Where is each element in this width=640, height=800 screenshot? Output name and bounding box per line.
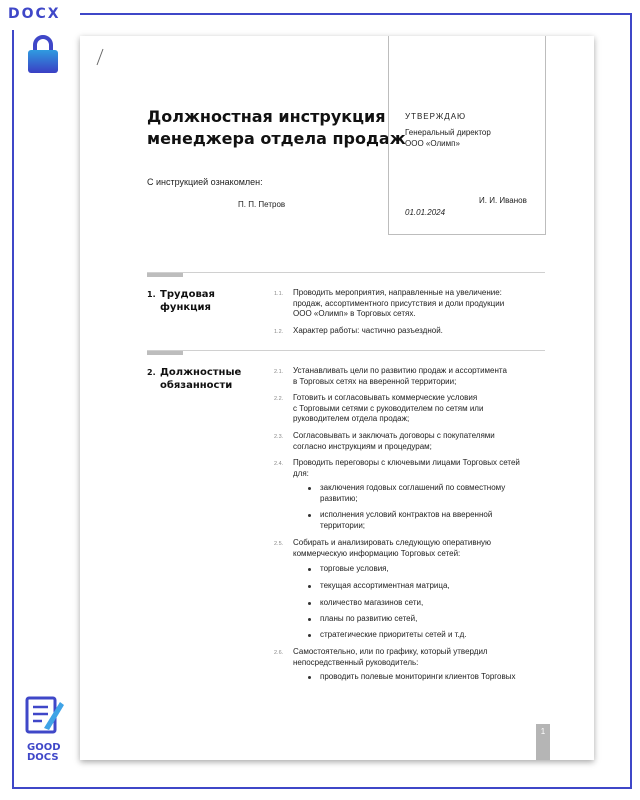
approval-role: [405, 127, 491, 149]
approval-date: 01.01.2024: [405, 208, 446, 217]
item-text: [293, 366, 543, 387]
director-name: И. И. Иванов: [479, 196, 527, 205]
section-number: 1.: [147, 290, 156, 299]
section-marker: [147, 273, 183, 277]
bullet-line: территории;: [320, 520, 366, 530]
bullet-dot: [308, 634, 311, 637]
bullet-line: планы по развитию сетей,: [320, 614, 418, 623]
bullet-line: заключения годовых соглашений по совместному: [320, 483, 506, 492]
item-text: [293, 538, 543, 559]
bullet-line: текущая ассортиментная матрица,: [320, 581, 450, 590]
item-line: продаж, ассортиментного присутствия и доли продукции: [293, 298, 505, 308]
item-line: согласно инструкциям и процедурам;: [293, 441, 432, 451]
approval-role-line: ООО «Олимп»: [405, 139, 460, 148]
bullet-dot: [308, 585, 311, 588]
item-text: [293, 431, 543, 452]
bullet-line: исполнения условий контрактов на вверенной: [320, 510, 493, 519]
section-title-line: Должностные: [160, 367, 242, 378]
item-line: с Торговыми сетями с руководителем по сетям или: [293, 403, 484, 413]
section-title: [160, 366, 260, 392]
bullet-line: развитию;: [320, 493, 358, 503]
bullet-text: [320, 614, 545, 625]
item-line: в Торговых сетях на вверенной территории;: [293, 376, 457, 386]
bullet-line: торговые условия,: [320, 564, 389, 573]
bullet-line: стратегические приоритеты сетей и т.д.: [320, 630, 467, 639]
item-number: 2.4.: [274, 461, 284, 467]
section-title-line: функция: [160, 302, 211, 313]
item-text: [293, 326, 543, 337]
frame-right: [630, 13, 632, 789]
frame-top: [80, 13, 632, 15]
approval-box: [388, 36, 546, 235]
bullet-text: [320, 510, 545, 531]
approval-heading: УТВЕРЖДАЮ: [405, 112, 467, 121]
item-line: ООО «Олимп» в Торговых сетях.: [293, 309, 416, 318]
item-number: 1.1.: [274, 291, 284, 297]
bullet-dot: [308, 618, 311, 621]
section-title: [160, 288, 260, 314]
bullet-dot: [308, 487, 311, 490]
bullet-dot: [308, 602, 311, 605]
item-number: 2.5.: [274, 541, 284, 547]
item-line: Устанавливать цели по развитию продаж и ассортимента: [293, 366, 507, 375]
section-divider: [147, 350, 545, 351]
item-line: непосредственный руководитель:: [293, 657, 419, 667]
bullet-text: [320, 581, 545, 592]
item-number: 1.2.: [274, 329, 284, 335]
document-title: [147, 106, 406, 150]
bullet-text: [320, 598, 545, 609]
pen-mark-icon: [96, 48, 104, 66]
approval-role-line: Генеральный директор: [405, 128, 491, 137]
docx-label: DOCX: [8, 6, 61, 22]
item-text: [293, 393, 543, 425]
item-line: коммерческую информацию Торговых сетей:: [293, 548, 461, 558]
item-line: Характер работы: частично разъездной.: [293, 326, 443, 335]
good-docs-line2: DOCS: [27, 752, 59, 763]
item-number: 2.1.: [274, 369, 284, 375]
section-title-line: обязанности: [160, 380, 233, 391]
item-line: Проводить переговоры с ключевыми лицами Торговых сетей: [293, 458, 520, 467]
frame-left: [12, 30, 14, 789]
item-line: Собирать и анализировать следующую оперативную: [293, 538, 491, 547]
item-line: Самостоятельно, или по графику, который утвердил: [293, 647, 488, 656]
document-page: [80, 36, 594, 760]
good-docs-line1: GOOD: [27, 742, 61, 753]
bullet-text: [320, 672, 545, 683]
item-number: 2.2.: [274, 396, 284, 402]
bullet-line: количество магазинов сети,: [320, 598, 424, 607]
item-line: Согласовывать и заключать договоры с покупателями: [293, 431, 495, 440]
bullet-line: проводить полевые мониторинги клиентов Торговых: [320, 672, 516, 681]
item-line: руководителем отдела продаж;: [293, 414, 410, 423]
item-text: [293, 458, 543, 479]
good-docs-logo: [22, 694, 68, 764]
bullet-text: [320, 564, 545, 575]
item-line: Готовить и согласовывать коммерческие условия: [293, 393, 478, 402]
frame-bottom: [12, 787, 632, 789]
section-marker: [147, 351, 183, 355]
title-line: Должностная инструкция: [147, 107, 386, 126]
acquainted-name: П. П. Петров: [238, 200, 286, 209]
item-line: Проводить мероприятия, направленные на увеличение:: [293, 288, 502, 297]
item-number: 2.3.: [274, 434, 284, 440]
section-title-line: Трудовая: [160, 289, 215, 300]
bullet-dot: [308, 514, 311, 517]
section-number: 2.: [147, 368, 156, 377]
lock-icon: [26, 34, 60, 74]
item-line: для:: [293, 468, 309, 478]
bullet-dot: [308, 676, 311, 679]
document-pen-icon: [22, 694, 68, 738]
section-divider: [147, 272, 545, 273]
bullet-dot: [308, 568, 311, 571]
acquainted-label: С инструкцией ознакомлен:: [147, 177, 263, 187]
title-line: менеджера отдела продаж: [147, 129, 406, 148]
bullet-text: [320, 483, 545, 504]
page-number: 1: [536, 724, 550, 760]
bullet-text: [320, 630, 545, 641]
item-number: 2.6.: [274, 650, 284, 656]
item-text: [293, 288, 543, 320]
item-text: [293, 647, 543, 668]
